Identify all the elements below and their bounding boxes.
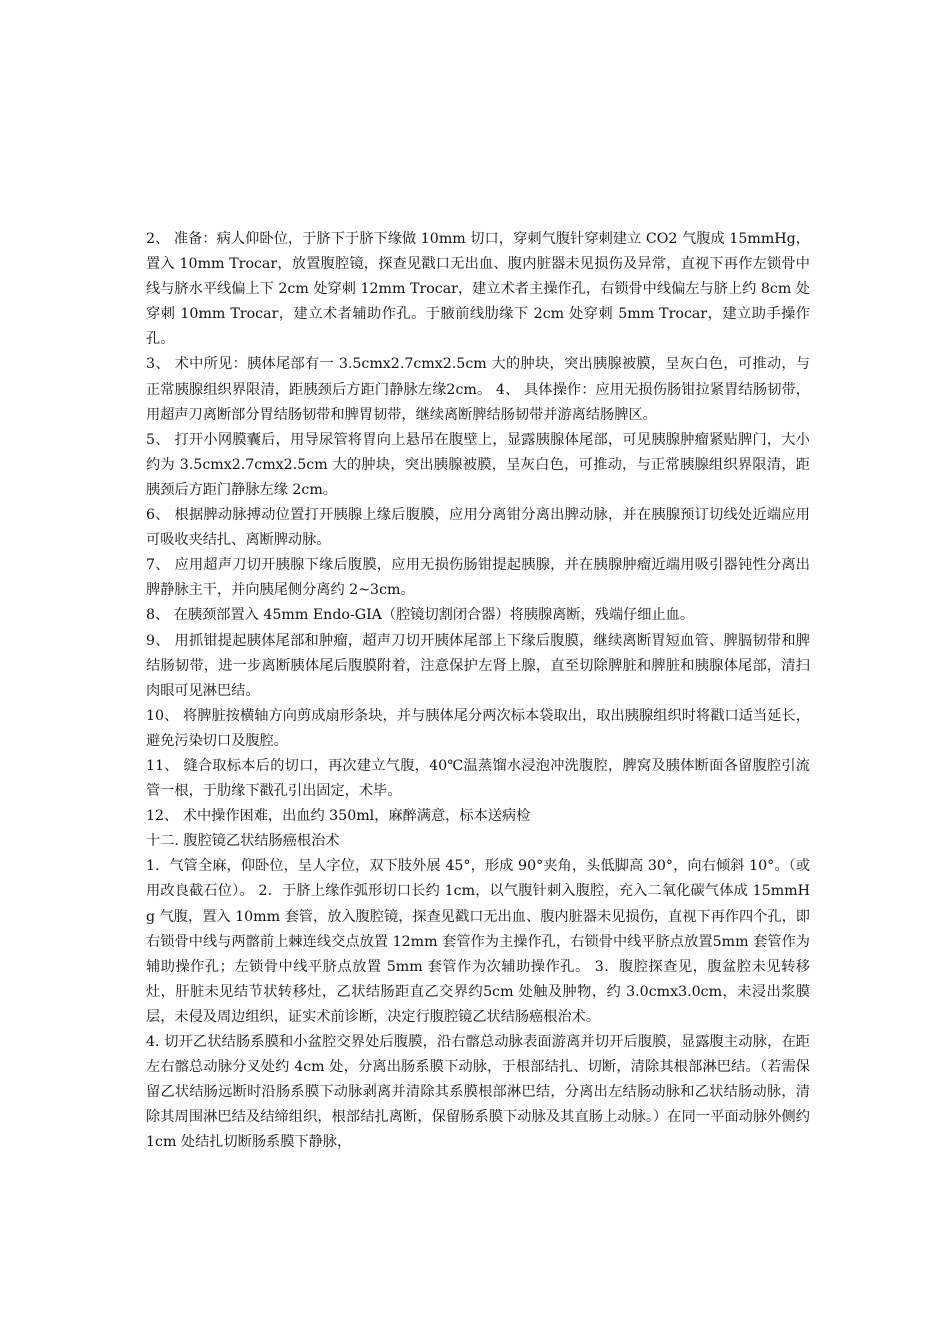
paragraph-section-steps-1-3: 1．气管全麻，仰卧位，呈人字位，双下肢外展 45°，形成 90°夹角，头低脚高 30°，向右倾斜 10°。（或用改良截石位）。 2．于脐上缘作弧形切口长约 1cm，以气腹针刺入腹腔，充入二氧化碳气体成 15mmHg 气腹，置入 10mm 套管，放入腹腔镜，探查见戳口无出血、腹内脏器未见损伤，直视下再作四个孔，即右锁骨中线与两髂前上棘连线交点放置 12mm 套管作为主操作孔，右锁骨中线平脐点放置5mm 套管作为辅助操作孔；左锁骨中线平脐点放置 5mm 套管作为次辅助操作孔。 3．腹腔探查见，腹盆腔未见转移灶，肝脏未见结节状转移灶，乙状结肠距直乙交界约5cm 处触及肿物，约 3.0cmx3.0cm，未浸出浆膜层，未侵及周边组织，证实术前诊断，决定行腹腔镜乙状结肠癌根治术。 [146,858,810,1025]
paragraph-step-2: 2、 准备：病人仰卧位，于脐下于脐下缘做 10mm 切口，穿刺气腹针穿刺建立 CO2 气腹成 15mmHg，置入 10mm Trocar，放置腹腔镜，探查见戳口无出血、腹内脏器未见损伤及异常，直视下再作左锁骨中线与脐水平线偏上下 2cm 处穿刺 12mm Trocar，建立术者主操作孔，右锁骨中线偏左与脐上约 8cm 处穿刺 10mm Trocar，建立术者辅助作孔。于腋前线肋缘下 2cm 处穿刺 5mm Trocar，建立助手操作孔。 [146,231,810,348]
paragraph-step-8: 8、 在胰颈部置入 45mm Endo-GIA（腔镜切割闭合器）将胰腺离断，残端仔细止血。 [146,607,695,624]
paragraph-step-7: 7、 应用超声刀切开胰腺下缘后腹膜，应用无损伤肠钳提起胰腺，并在胰腺肿瘤近端用吸引器钝性分离出脾静脉主干，并向胰尾侧分离约 2~3cm。 [146,557,810,599]
paragraph-step-5: 5、 打开小网膜囊后，用导尿管将胃向上悬吊在腹壁上，显露胰腺体尾部，可见胰腺肿瘤紧贴脾门，大小约为 3.5cmx2.7cmx2.5cm 大的肿块，突出胰腺被膜，呈灰白色，可推动，与正常胰腺组织界限清，距胰颈后方距门静脉左缘 2cm。 [146,431,810,498]
document-body [146,227,810,1155]
paragraph-step-11: 11、 缝合取标本后的切口，再次建立气腹，40℃温蒸馏水浸泡冲洗腹腔，脾窝及胰体断面各留腹腔引流管一根，于肋缘下戳孔引出固定，术毕。 [146,757,810,800]
paragraph-step-10: 10、 将脾脏按横轴方向剪成扇形条块，并与胰体尾分两次标本袋取出，取出胰腺组织时将戳口适当延长，避免污染切口及腹腔。 [146,707,810,749]
paragraph-step-6: 6、 根据脾动脉搏动位置打开胰腺上缘后腹膜，应用分离钳分离出脾动脉，并在胰腺预订切线处近端应用可吸收夹结扎、离断脾动脉。 [146,507,810,549]
section-heading: 十二. 腹腔镜乙状结肠癌根治术 [146,833,340,850]
paragraph-step-3-4: 3、 术中所见：胰体尾部有一 3.5cmx2.7cmx2.5cm 大的肿块，突出胰腺被膜，呈灰白色，可推动，与正常胰腺组织界限清，距胰颈后方距门静脉左缘2cm。 4、 具体操作：应用无损伤肠钳拉紧胃结肠韧带，用超声刀离断部分胃结肠韧带和脾胃韧带，继续离断脾结肠韧带并游离结肠脾区。 [146,356,810,423]
paragraph-section-step-4: 4. 切开乙状结肠系膜和小盆腔交界处后腹膜，沿右髂总动脉表面游离并切开后腹膜，显露腹主动脉，在距左右髂总动脉分叉处约 4cm 处，分离出肠系膜下动脉，于根部结扎、切断，清除其根部淋巴结。（若需保留乙状结肠远断时沿肠系膜下动脉剥离并清除其系膜根部淋巴结，分离出左结肠动脉和乙状结肠动脉，清除其周围淋巴结及结缔组织，根部结扎离断，保留肠系膜下动脉及其直肠上动脉。）在同一平面动脉外侧约 1cm 处结扎切断肠系膜下静脉， [146,1034,810,1151]
paragraph-step-12: 12、 术中操作困难，出血约 350ml，麻醉满意，标本送病检 [146,808,531,825]
paragraph-step-9: 9、 用抓钳提起胰体尾部和肿瘤，超声刀切开胰体尾部上下缘后腹膜，继续离断胃短血管、脾膈韧带和脾结肠韧带，进一步离断胰体尾后腹膜附着，注意保护左肾上腺，直至切除脾脏和脾脏和胰腺体尾部，清扫肉眼可见淋巴结。 [146,632,810,699]
